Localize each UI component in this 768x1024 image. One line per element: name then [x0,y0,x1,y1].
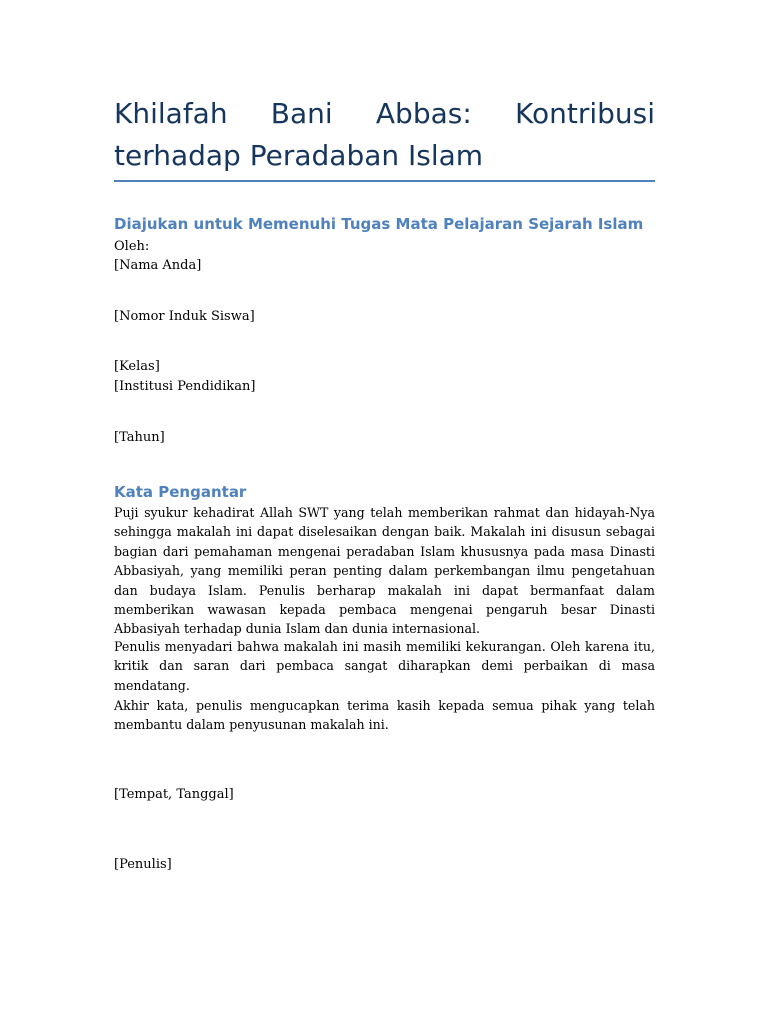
institution-name: [Institusi Pendidikan] [114,379,256,394]
document-page [114,0,655,1024]
author-signature: [Penulis] [114,857,172,872]
author-name: [Nama Anda] [114,258,202,273]
by-label: Oleh: [114,239,150,254]
foreword-paragraph: Puji syukur kehadirat Allah SWT yang telah memberikan rahmat dan hidayah-Nya sehingga makalah ini dapat diselesaikan dengan baik. Makalah ini disusun sebagai bagian dari pemahaman mengenai peradaban Islam khususnya pada masa Dinasti Abbasiyah, yang memiliki peran penting dalam perkembangan ilmu pengetahuan dan budaya Islam. Penulis berharap makalah ini dapat bermanfaat dalam memberikan wawasan kepada pembaca mengenai pengaruh besar Dinasti Abbasiyah terhadap dunia Islam dan dunia internasional. [114,505,655,637]
foreword-paragraph: Penulis menyadari bahwa makalah ini masih memiliki kekurangan. Oleh karena itu, kritik dan saran dari pembaca sangat diharapkan demi perbaikan di masa mendatang. [114,639,655,693]
class-name: [Kelas] [114,359,160,374]
place-date: [Tempat, Tanggal] [114,787,234,802]
document-title: Khilafah Bani Abbas: Kontribusi terhadap Peradaban Islam [114,97,655,172]
foreword-heading: Kata Pengantar [114,483,247,501]
title-underline [114,180,655,182]
document-subtitle: Diajukan untuk Memenuhi Tugas Mata Pelajaran Sejarah Islam [114,215,644,233]
year: [Tahun] [114,430,165,445]
foreword-paragraph: Akhir kata, penulis mengucapkan terima kasih kepada semua pihak yang telah membantu dalam penyusunan makalah ini. [114,698,655,733]
student-number: [Nomor Induk Siswa] [114,309,255,324]
